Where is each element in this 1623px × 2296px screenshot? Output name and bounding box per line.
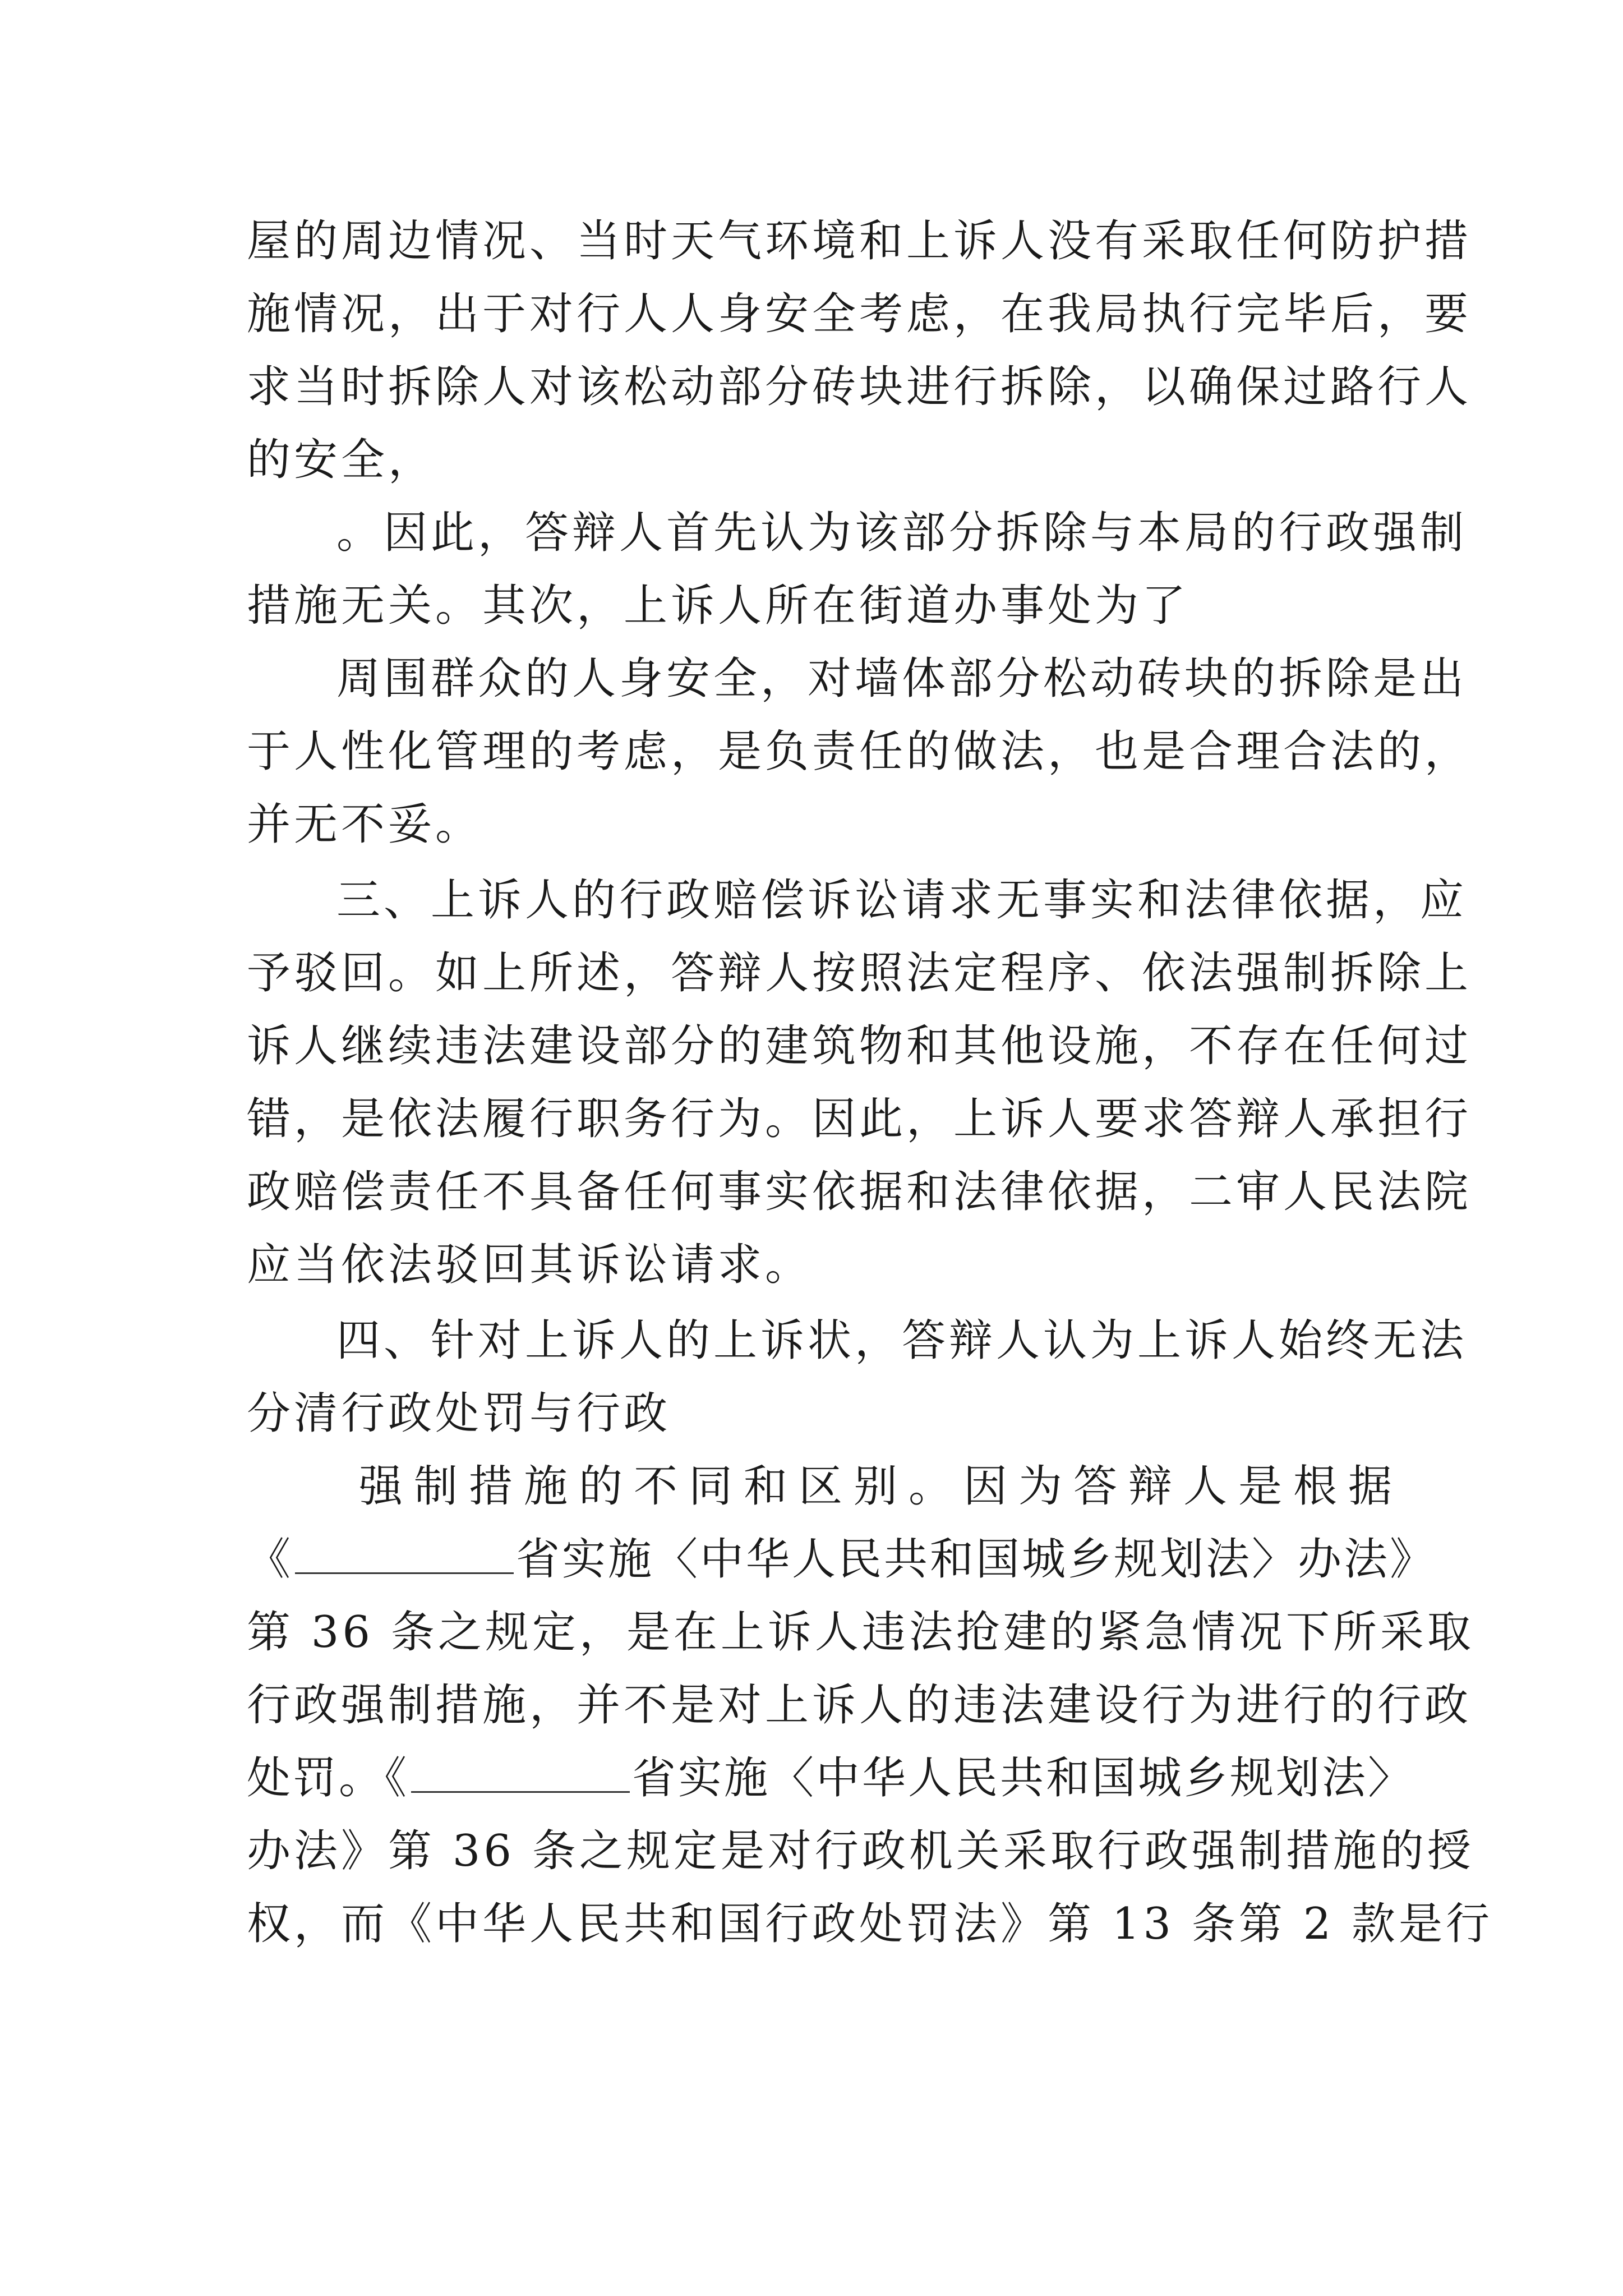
line-text: 《 [247, 1534, 293, 1585]
paragraph-line: 的安全， [247, 435, 436, 485]
paragraph-line: 应当依法驳回其诉讼请求。 [247, 1240, 813, 1290]
paragraph-line: 强制措施的不同和区别。因为答辩人是根据 [359, 1461, 1404, 1512]
paragraph-line: 并无不妥。 [247, 799, 483, 850]
paragraph-line: 分清行政处罚与行政 [247, 1388, 671, 1439]
paragraph-line: 办法》第 36 条之规定是对行政机关采取行政强制措施的授 [247, 1826, 1474, 1876]
paragraph-line: 错，是依法履行职务行为。因此，上诉人要求答辩人承担行 [247, 1094, 1472, 1144]
paragraph-line: 周围群众的人身安全，对墙体部分松动砖块的拆除是出 [336, 654, 1468, 704]
paragraph-line: 权，而《中华人民共和国行政处罚法》第 13 条第 2 款是行 [247, 1899, 1493, 1949]
paragraph-line: 行政强制措施，并不是对上诉人的违法建设行为进行的行政 [247, 1680, 1472, 1731]
paragraph-line: 屋的周边情况、当时天气环境和上诉人没有采取任何防护措 [247, 216, 1472, 266]
paragraph-line: 求当时拆除人对该松动部分砖块进行拆除，以确保过路行人 [247, 362, 1472, 412]
paragraph-line: 于人性化管理的考虑，是负责任的做法，也是合理合法的， [247, 726, 1472, 777]
line-text: 处罚。《 [247, 1753, 409, 1803]
paragraph-line: 。因此，答辩人首先认为该部分拆除与本局的行政强制 [336, 508, 1468, 558]
paragraph-line: 政赔偿责任不具备任何事实依据和法律依据，二审人民法院 [247, 1167, 1472, 1217]
paragraph-line: 诉人继续违法建设部分的建筑物和其他设施，不存在任何过 [247, 1021, 1472, 1071]
paragraph-line: 第 36 条之规定，是在上诉人违法抢建的紧急情况下所采取 [247, 1607, 1474, 1658]
paragraph-line-with-blank [247, 1750, 1414, 1806]
paragraph-line: 四、针对上诉人的上诉状，答辩人认为上诉人始终无法 [336, 1315, 1468, 1366]
fill-in-blank [411, 1757, 630, 1793]
line-text: 省实施〈中华人民共和国城乡规划法〉办法》 [516, 1534, 1436, 1585]
line-text: 省实施〈中华人民共和国城乡规划法〉 [632, 1753, 1414, 1803]
paragraph-line: 三、上诉人的行政赔偿诉讼请求无事实和法律依据，应 [336, 875, 1468, 926]
paragraph-line: 措施无关。其次，上诉人所在街道办事处为了 [247, 581, 1189, 631]
paragraph-line: 施情况，出于对行人人身安全考虑，在我局执行完毕后，要 [247, 289, 1472, 339]
paragraph-line-with-blank [247, 1531, 1436, 1588]
fill-in-blank [295, 1539, 514, 1574]
paragraph-line: 予驳回。如上所述，答辩人按照法定程序、依法强制拆除上 [247, 948, 1472, 999]
